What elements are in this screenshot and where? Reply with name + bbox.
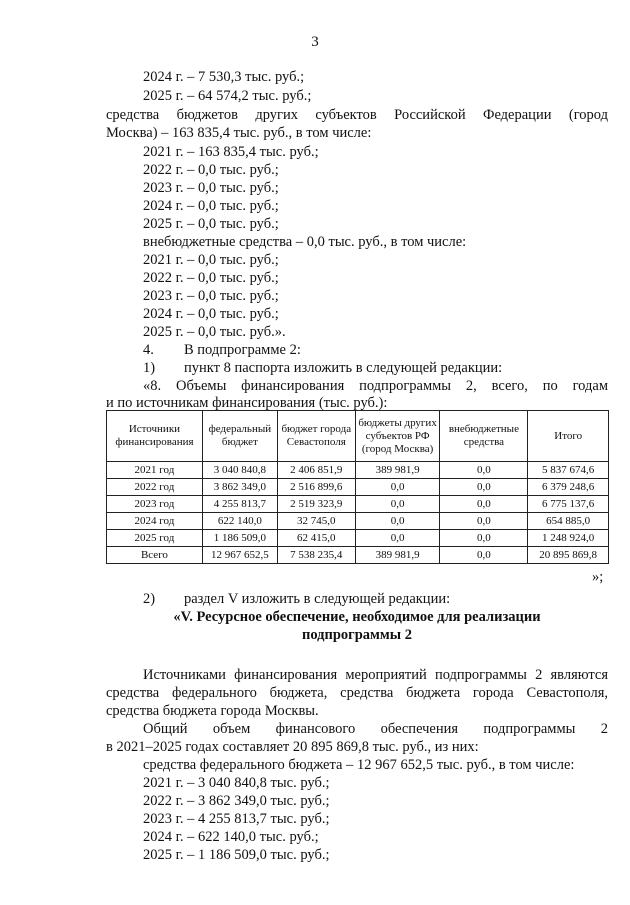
- table-cell: 1 186 509,0: [202, 530, 277, 547]
- paragraph-line: и по источникам финансирования (тыс. руб.):: [106, 395, 388, 411]
- table-header-cell: Источники финансирования: [107, 411, 203, 462]
- table-cell: 0,0: [440, 479, 528, 496]
- budget-line: 2023 г. – 0,0 тыс. руб.;: [143, 180, 279, 196]
- table-cell: 2022 год: [107, 479, 203, 496]
- table-cell: 0,0: [440, 547, 528, 564]
- budget-line: 2025 г. – 1 186 509,0 тыс. руб.;: [143, 847, 330, 863]
- budget-line: 2025 г. – 0,0 тыс. руб.».: [143, 324, 286, 340]
- paragraph-line: средства бюджетов других субъектов Российской Федерации (город: [106, 107, 608, 123]
- page-number: 3: [311, 34, 319, 50]
- table-row: [107, 530, 609, 547]
- table-cell: 2 516 899,6: [277, 479, 355, 496]
- table-header-row: [107, 411, 609, 462]
- budget-line: 2022 г. – 0,0 тыс. руб.;: [143, 162, 279, 178]
- item-text: В подпрограмме 2:: [184, 342, 301, 358]
- table-row: [107, 513, 609, 530]
- table-cell: 0,0: [355, 496, 440, 513]
- paragraph-line: внебюджетные средства – 0,0 тыс. руб., в том числе:: [143, 234, 467, 250]
- table-cell: 20 895 869,8: [528, 547, 609, 564]
- table-cell: 12 967 652,5: [202, 547, 277, 564]
- table-cell: 2021 год: [107, 462, 203, 479]
- table-cell: 2 519 323,9: [277, 496, 355, 513]
- quote-close: »;: [592, 569, 604, 585]
- table-cell: 2 406 851,9: [277, 462, 355, 479]
- table-cell: 7 538 235,4: [277, 547, 355, 564]
- budget-line: 2021 г. – 3 040 840,8 тыс. руб.;: [143, 775, 330, 791]
- table-header-cell: бюджеты других субъектов РФ (город Москва): [355, 411, 440, 462]
- item-number: 1): [143, 360, 156, 376]
- budget-line: 2025 г. – 0,0 тыс. руб.;: [143, 216, 279, 232]
- table-row: [107, 462, 609, 479]
- table-header-cell: Итого: [528, 411, 609, 462]
- paragraph-line: в 2021–2025 годах составляет 20 895 869,8 тыс. руб., из них:: [106, 739, 479, 755]
- paragraph-line: средства федерального бюджета, средства бюджета города Севастополя,: [106, 685, 608, 701]
- table-cell: 0,0: [440, 513, 528, 530]
- budget-line: 2025 г. – 64 574,2 тыс. руб.;: [143, 88, 312, 104]
- budget-line: 2023 г. – 4 255 813,7 тыс. руб.;: [143, 811, 330, 827]
- table-cell: 622 140,0: [202, 513, 277, 530]
- financing-table: [106, 410, 609, 564]
- item-number: 2): [143, 591, 156, 607]
- table-cell: 0,0: [355, 513, 440, 530]
- table-cell: 3 862 349,0: [202, 479, 277, 496]
- table-cell: 0,0: [355, 479, 440, 496]
- table-cell: Всего: [107, 547, 203, 564]
- budget-line: 2022 г. – 3 862 349,0 тыс. руб.;: [143, 793, 330, 809]
- table-cell: 389 981,9: [355, 462, 440, 479]
- table-header-cell: бюджет города Севастополя: [277, 411, 355, 462]
- budget-line: 2024 г. – 0,0 тыс. руб.;: [143, 306, 279, 322]
- item-text: раздел V изложить в следующей редакции:: [184, 591, 451, 607]
- paragraph-line: средства бюджета города Москвы.: [106, 703, 319, 719]
- table-row: [107, 479, 609, 496]
- paragraph-line: Общий объем финансового обеспечения подпрограммы 2: [143, 721, 608, 737]
- table-cell: 2024 год: [107, 513, 203, 530]
- section-title: подпрограммы 2: [301, 627, 413, 643]
- paragraph-line: средства федерального бюджета – 12 967 652,5 тыс. руб., в том числе:: [143, 757, 575, 773]
- table-cell: 389 981,9: [355, 547, 440, 564]
- table-row-total: [107, 547, 609, 564]
- table-cell: 6 379 248,6: [528, 479, 609, 496]
- budget-line: 2021 г. – 0,0 тыс. руб.;: [143, 252, 279, 268]
- paragraph-line: Источниками финансирования мероприятий подпрограммы 2 являются: [143, 667, 608, 683]
- budget-line: 2021 г. – 163 835,4 тыс. руб.;: [143, 144, 319, 160]
- table-cell: 32 745,0: [277, 513, 355, 530]
- table-cell: 3 040 840,8: [202, 462, 277, 479]
- table-cell: 0,0: [440, 496, 528, 513]
- paragraph-line: Москва) – 163 835,4 тыс. руб., в том числе:: [106, 125, 372, 141]
- table-cell: 0,0: [440, 462, 528, 479]
- table-cell: 0,0: [355, 530, 440, 547]
- table-cell: 0,0: [440, 530, 528, 547]
- section-title: «V. Ресурсное обеспечение, необходимое для реализации: [173, 609, 541, 625]
- table-cell: 2025 год: [107, 530, 203, 547]
- table-cell: 5 837 674,6: [528, 462, 609, 479]
- item-number: 4.: [143, 342, 154, 358]
- table-cell: 1 248 924,0: [528, 530, 609, 547]
- budget-line: 2023 г. – 0,0 тыс. руб.;: [143, 288, 279, 304]
- table-header-cell: федеральный бюджет: [202, 411, 277, 462]
- budget-line: 2024 г. – 7 530,3 тыс. руб.;: [143, 69, 305, 85]
- table-cell: 2023 год: [107, 496, 203, 513]
- paragraph-line: «8. Объемы финансирования подпрограммы 2, всего, по годам: [143, 378, 608, 394]
- table-row: [107, 496, 609, 513]
- budget-line: 2022 г. – 0,0 тыс. руб.;: [143, 270, 279, 286]
- item-text: пункт 8 паспорта изложить в следующей редакции:: [184, 360, 503, 376]
- table-cell: 62 415,0: [277, 530, 355, 547]
- table-cell: 654 885,0: [528, 513, 609, 530]
- table-cell: 4 255 813,7: [202, 496, 277, 513]
- table-header-cell: внебюджетные средства: [440, 411, 528, 462]
- budget-line: 2024 г. – 622 140,0 тыс. руб.;: [143, 829, 319, 845]
- table-cell: 6 775 137,6: [528, 496, 609, 513]
- budget-line: 2024 г. – 0,0 тыс. руб.;: [143, 198, 279, 214]
